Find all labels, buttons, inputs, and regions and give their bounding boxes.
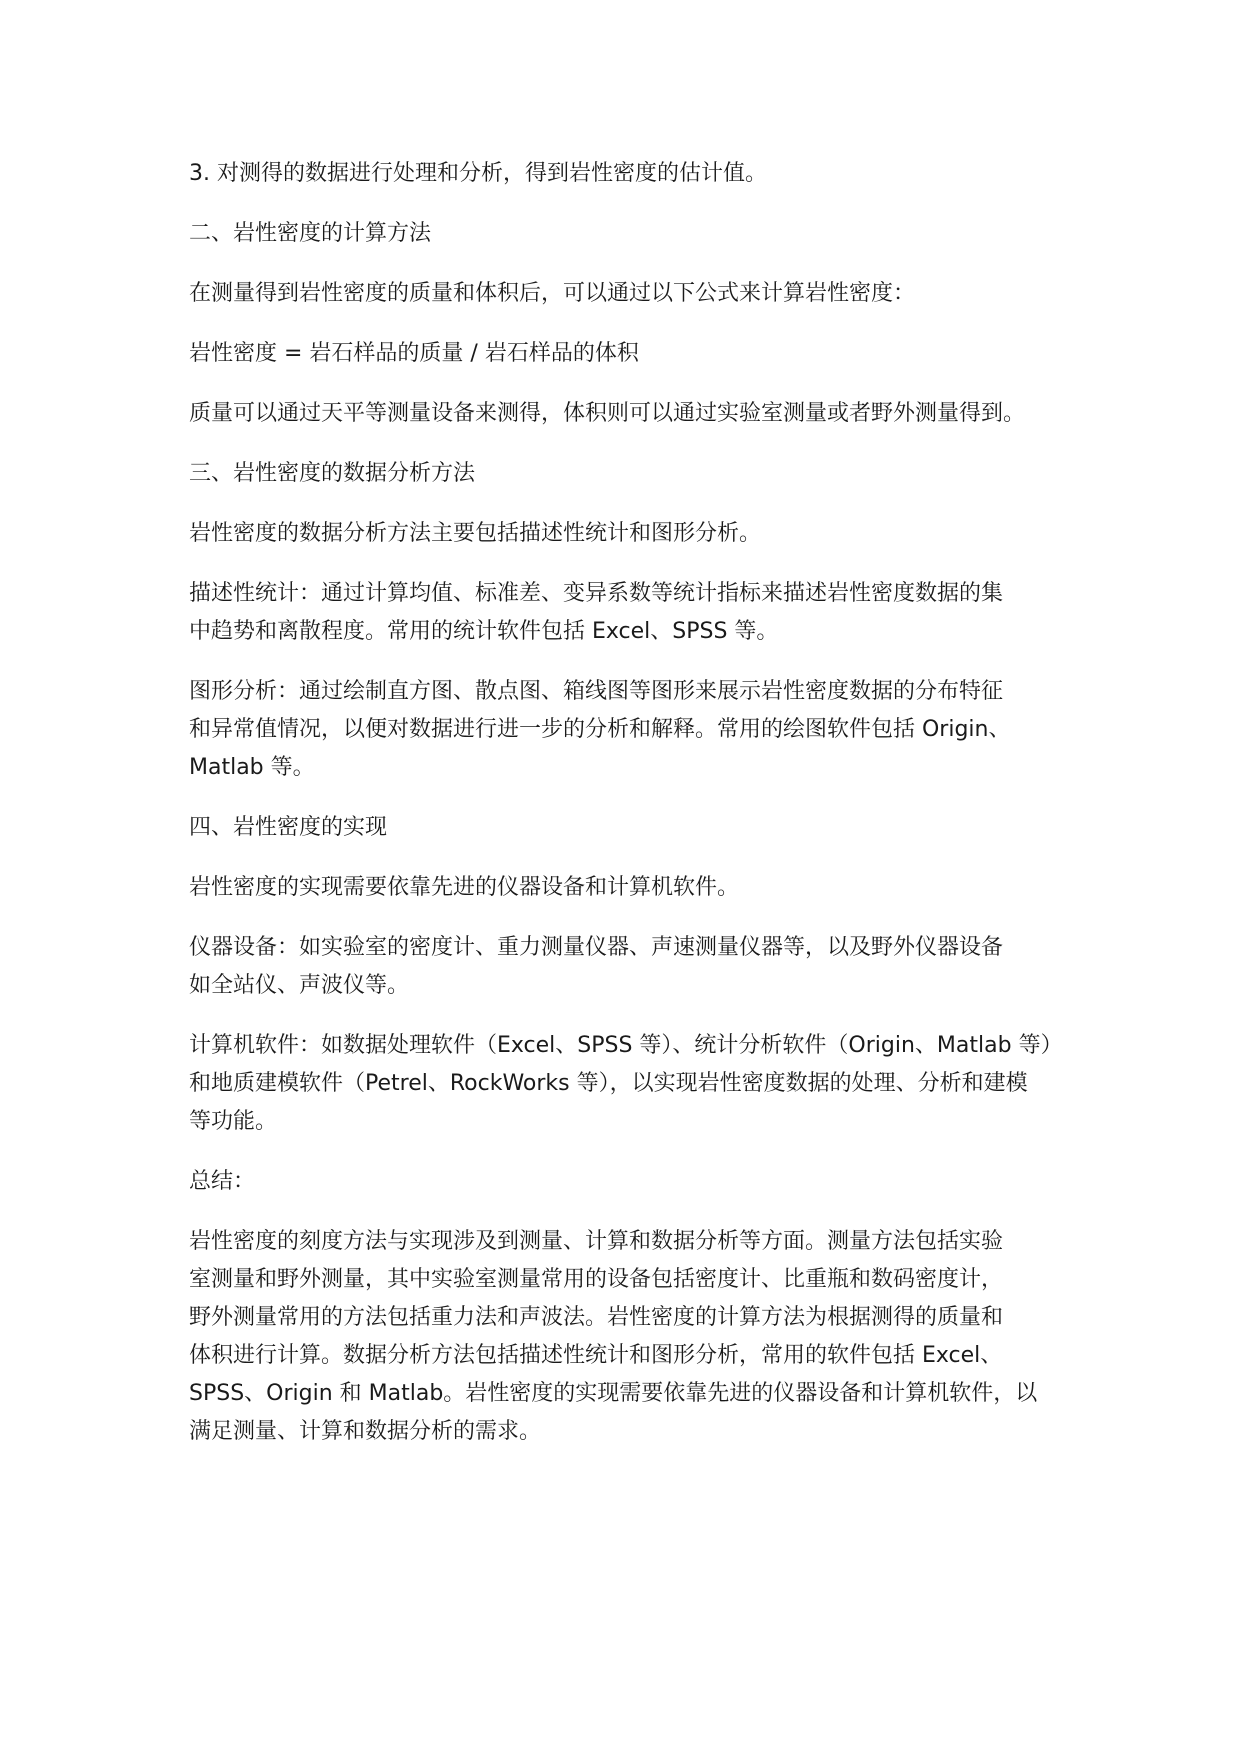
paragraph-software <box>189 1027 1069 1141</box>
paragraph-instruments <box>189 929 1069 1005</box>
text-line: 3. 对测得的数据进行处理和分析，得到岩性密度的估计值。 <box>189 161 767 186</box>
text-line: 岩性密度的数据分析方法主要包括描述性统计和图形分析。 <box>189 521 762 546</box>
text-line: 野外测量常用的方法包括重力法和声波法。岩性密度的计算方法为根据测得的质量和 <box>189 1305 1004 1330</box>
text-line: 体积进行计算。数据分析方法包括描述性统计和图形分析，常用的软件包括 Excel、 <box>189 1343 1003 1368</box>
list-item-step-3 <box>189 155 1069 193</box>
section-heading-implementation <box>189 809 1069 847</box>
paragraph-measurement-note <box>189 395 1069 433</box>
text-line: 总结： <box>189 1169 256 1194</box>
text-line: 如全站仪、声波仪等。 <box>189 973 410 998</box>
paragraph-implementation-intro <box>189 869 1069 907</box>
text-line: 和异常值情况，以便对数据进行进一步的分析和解释。常用的绘图软件包括 Origin、 <box>189 717 1011 742</box>
text-line: 和地质建模软件（Petrel、RockWorks 等），以实现岩性密度数据的处理、分析和建模 <box>189 1071 1028 1096</box>
paragraph-descriptive-stats <box>189 575 1069 651</box>
text-line: 中趋势和离散程度。常用的统计软件包括 Excel、SPSS 等。 <box>189 619 779 644</box>
text-line: 四、岩性密度的实现 <box>189 815 388 840</box>
paragraph-summary <box>189 1223 1069 1451</box>
text-line: 岩性密度 = 岩石样品的质量 / 岩石样品的体积 <box>189 341 639 366</box>
text-line: 描述性统计：通过计算均值、标准差、变异系数等统计指标来描述岩性密度数据的集 <box>189 581 1004 606</box>
section-heading-summary <box>189 1163 1069 1201</box>
text-line: 仪器设备：如实验室的密度计、重力测量仪器、声速测量仪器等，以及野外仪器设备 <box>189 935 1004 960</box>
text-line: 室测量和野外测量，其中实验室测量常用的设备包括密度计、比重瓶和数码密度计， <box>189 1267 1004 1292</box>
paragraph-analysis-intro <box>189 515 1069 553</box>
text-line: 等功能。 <box>189 1109 278 1134</box>
text-line: 岩性密度的实现需要依靠先进的仪器设备和计算机软件。 <box>189 875 740 900</box>
text-line: 三、岩性密度的数据分析方法 <box>189 461 476 486</box>
text-line: 计算机软件：如数据处理软件（Excel、SPSS 等）、统计分析软件（Origin、Matlab 等） <box>189 1033 1063 1058</box>
text-line: 二、岩性密度的计算方法 <box>189 221 432 246</box>
section-heading-data-analysis <box>189 455 1069 493</box>
text-line: 图形分析：通过绘制直方图、散点图、箱线图等图形来展示岩性密度数据的分布特征 <box>189 679 1004 704</box>
paragraph-graphic-analysis <box>189 673 1069 787</box>
section-heading-calculation <box>189 215 1069 253</box>
text-line: 质量可以通过天平等测量设备来测得，体积则可以通过实验室测量或者野外测量得到。 <box>189 401 1026 426</box>
document-body <box>189 155 1069 1473</box>
text-line: Matlab 等。 <box>189 755 315 780</box>
text-line: 岩性密度的刻度方法与实现涉及到测量、计算和数据分析等方面。测量方法包括实验 <box>189 1229 1004 1254</box>
text-line: 满足测量、计算和数据分析的需求。 <box>189 1419 542 1444</box>
text-line: 在测量得到岩性密度的质量和体积后，可以通过以下公式来计算岩性密度： <box>189 281 916 306</box>
paragraph-formula-intro <box>189 275 1069 313</box>
text-line: SPSS、Origin 和 Matlab。岩性密度的实现需要依靠先进的仪器设备和计算机软件，以 <box>189 1381 1038 1406</box>
paragraph-formula <box>189 335 1069 373</box>
